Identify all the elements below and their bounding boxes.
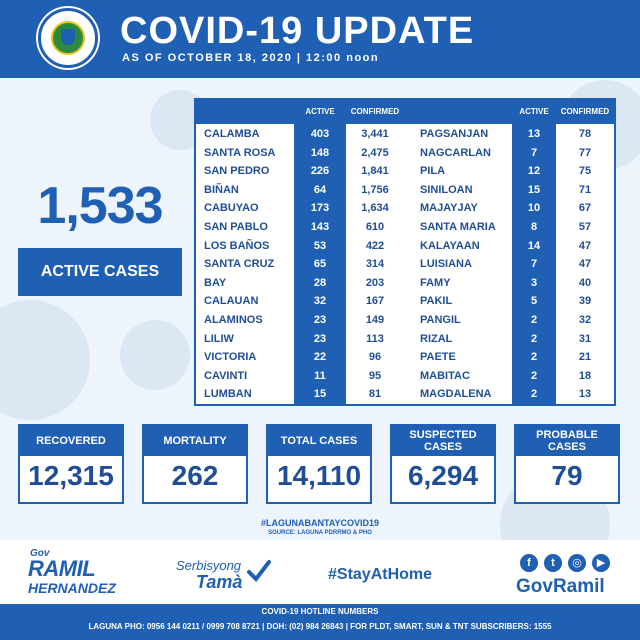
table-row (196, 255, 614, 274)
confirmed-count: 39 (578, 295, 592, 308)
municipality-name: SANTA MARIA (420, 221, 496, 233)
table-row (196, 162, 614, 181)
table-row (196, 348, 614, 367)
page-title: COVID-19 UPDATE (120, 10, 475, 52)
active-count: 15 (527, 183, 541, 196)
confirmed-count: 47 (578, 258, 592, 271)
confirmed-count: 1,756 (361, 183, 389, 196)
municipality-name: PILA (420, 165, 446, 178)
stat-box (142, 424, 248, 504)
active-count: 226 (310, 165, 330, 178)
stat-label: RECOVERED (20, 426, 122, 456)
municipality-name: NAGCARLAN (420, 146, 491, 159)
stat-box (390, 424, 496, 504)
table-header (196, 100, 614, 124)
header-active-left: ACTIVE (305, 107, 335, 116)
active-count: 22 (313, 351, 327, 364)
stat-box (266, 424, 372, 504)
stay-at-home-hashtag: #StayAtHome (328, 566, 433, 583)
confirmed-count: 96 (368, 351, 382, 364)
municipality-name: SANTA ROSA (204, 146, 276, 159)
stat-value: 12,315 (28, 460, 114, 491)
confirmed-count: 57 (578, 221, 592, 233)
source-note: SOURCE: LAGUNA PDRRMO & PHO (268, 530, 372, 536)
municipality-name: VICTORIA (204, 351, 257, 364)
serbisyong-text: Serbisyong (176, 558, 242, 573)
confirmed-count: 203 (365, 276, 385, 289)
active-count: 2 (530, 314, 538, 326)
municipality-table (194, 98, 616, 406)
municipality-name: PAGSANJAN (420, 128, 489, 140)
municipality-name: MABITAC (420, 369, 470, 382)
active-count: 2 (530, 388, 538, 401)
municipality-name: CAVINTI (204, 369, 248, 382)
gov-prefix: Gov (30, 548, 50, 559)
hotline-title: COVID-19 HOTLINE NUMBERS (261, 607, 379, 616)
municipality-name: LILIW (204, 332, 234, 345)
municipality-name: CALAMBA (204, 128, 260, 140)
active-count: 148 (310, 146, 330, 159)
confirmed-count: 67 (578, 202, 592, 215)
municipality-name: LUISIANA (420, 258, 472, 271)
active-count: 403 (310, 128, 330, 140)
municipality-name: BAY (204, 276, 227, 289)
municipality-name: CABUYAO (204, 202, 259, 215)
confirmed-count: 75 (578, 165, 592, 178)
stat-value: 262 (171, 460, 219, 491)
confirmed-count: 2,475 (361, 146, 389, 159)
confirmed-count: 149 (365, 314, 385, 326)
municipality-name: LUMBAN (204, 388, 252, 401)
header-active-right: ACTIVE (519, 107, 549, 116)
active-cases-label: ACTIVE CASES (18, 248, 182, 296)
virus-decoration (0, 300, 90, 420)
table-row (196, 144, 614, 163)
active-count: 8 (530, 221, 538, 233)
active-count: 2 (530, 351, 538, 364)
confirmed-count: 1,634 (361, 202, 389, 215)
active-count: 14 (527, 239, 541, 252)
table-row (196, 330, 614, 349)
table-row (196, 181, 614, 200)
active-count: 32 (313, 295, 327, 308)
hotline-numbers: LAGUNA PHO: 0956 144 0211 / 0999 708 8721 | DOH: (02) 984 26843 | FOR PLDT, SMART, SUN & TNT SUBSCRIBERS: 1555 (88, 622, 552, 631)
virus-decoration (120, 320, 190, 390)
gov-first-name: RAMIL (28, 556, 96, 581)
confirmed-count: 31 (578, 332, 592, 345)
municipality-name: SAN PEDRO (204, 165, 270, 178)
confirmed-count: 47 (578, 239, 592, 252)
table-row (196, 125, 614, 144)
confirmed-count: 13 (578, 388, 592, 401)
confirmed-count: 32 (578, 314, 592, 326)
municipality-name: SINILOAN (420, 183, 473, 196)
stat-label: TOTAL CASES (268, 426, 370, 456)
active-count: 10 (527, 202, 541, 215)
active-count: 23 (313, 314, 327, 326)
active-count: 12 (527, 165, 541, 178)
stat-value: 14,110 (276, 460, 362, 491)
confirmed-count: 314 (365, 258, 385, 271)
confirmed-count: 610 (365, 221, 385, 233)
stat-value: 6,294 (407, 460, 479, 491)
active-count: 11 (314, 369, 326, 382)
active-count: 2 (530, 369, 538, 382)
confirmed-count: 40 (578, 276, 592, 289)
table-row (196, 218, 614, 237)
active-count: 28 (313, 276, 327, 289)
stat-box (514, 424, 620, 504)
tama-text: Tamà (196, 572, 243, 592)
check-icon (246, 558, 272, 584)
confirmed-count: 167 (365, 295, 385, 308)
hashtag: #LAGUNABANTAYCOVID19 (260, 518, 380, 528)
confirmed-count: 81 (368, 388, 382, 401)
active-count: 143 (310, 221, 330, 233)
social-handle: GovRamil (516, 576, 605, 597)
confirmed-count: 21 (578, 351, 592, 364)
confirmed-count: 1,841 (361, 165, 389, 178)
municipality-name: SAN PABLO (204, 221, 268, 233)
header-confirmed-left: CONFIRMED (350, 107, 400, 116)
youtube-icon[interactable]: ▶ (592, 554, 610, 572)
twitter-icon[interactable]: t (544, 554, 562, 572)
municipality-name: BIÑAN (204, 183, 239, 196)
active-count: 2 (530, 332, 538, 345)
social-icons (520, 554, 620, 574)
active-count: 5 (530, 295, 538, 308)
municipality-name: PANGIL (420, 314, 461, 326)
instagram-icon[interactable]: ◎ (568, 554, 586, 572)
facebook-icon[interactable]: f (520, 554, 538, 572)
active-count: 64 (313, 183, 327, 196)
header-confirmed-right: CONFIRMED (560, 107, 610, 116)
active-count: 23 (313, 332, 327, 345)
confirmed-count: 422 (365, 239, 385, 252)
active-cases-value: 1,533 (37, 177, 163, 235)
table-row (196, 367, 614, 386)
active-count: 7 (530, 146, 538, 159)
table-row (196, 274, 614, 293)
municipality-name: LOS BAÑOS (204, 239, 270, 252)
municipality-name: MAGDALENA (420, 388, 492, 401)
municipality-name: CALAUAN (204, 295, 259, 308)
table-row (196, 237, 614, 256)
municipality-name: RIZAL (420, 332, 453, 345)
confirmed-count: 18 (578, 369, 592, 382)
laguna-seal-icon (38, 8, 98, 68)
municipality-name: PAKIL (420, 295, 453, 308)
table-row (196, 311, 614, 330)
confirmed-count: 113 (366, 332, 384, 345)
stat-value: 79 (551, 460, 583, 491)
table-row (196, 199, 614, 218)
municipality-name: PAETE (420, 351, 456, 364)
confirmed-count: 95 (368, 369, 382, 382)
active-count: 15 (313, 388, 327, 401)
active-count: 173 (310, 202, 330, 215)
confirmed-count: 71 (578, 183, 592, 196)
table-row (196, 292, 614, 311)
municipality-name: KALAYAAN (420, 239, 480, 252)
confirmed-count: 3,441 (361, 128, 389, 140)
active-count: 13 (527, 128, 541, 140)
municipality-name: FAMY (420, 276, 451, 289)
municipality-name: ALAMINOS (204, 314, 263, 326)
municipality-name: MAJAYJAY (420, 202, 478, 215)
active-count: 53 (313, 239, 327, 252)
gov-last-name: HERNANDEZ (28, 580, 116, 596)
table-row (196, 385, 614, 404)
confirmed-count: 78 (578, 128, 592, 140)
active-count: 7 (530, 258, 538, 271)
active-count: 65 (313, 258, 327, 271)
active-count: 3 (530, 276, 538, 289)
stat-label: MORTALITY (144, 426, 246, 456)
confirmed-count: 77 (578, 146, 592, 159)
stat-label: PROBABLE CASES (516, 426, 618, 456)
stat-label: SUSPECTED CASES (392, 426, 494, 456)
page-subtitle: AS OF OCTOBER 18, 2020 | 12:00 noon (122, 52, 380, 64)
stat-box (18, 424, 124, 504)
municipality-name: SANTA CRUZ (204, 258, 275, 271)
